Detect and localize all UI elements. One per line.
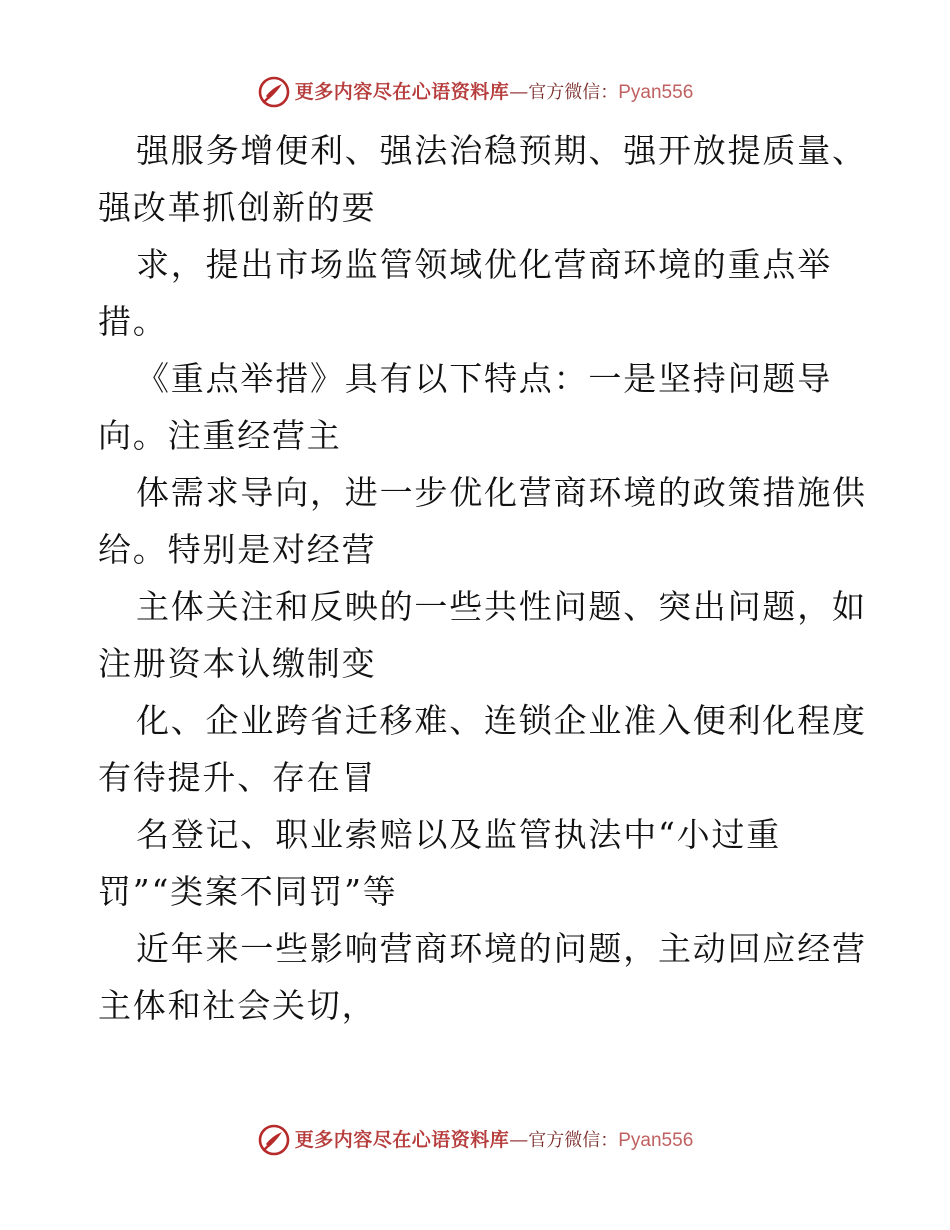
text-line: 措。 (98, 302, 168, 341)
text-line: 罚”“类案不同罚”等 (98, 872, 398, 911)
banner-text (294, 80, 694, 103)
text-line: 《重点举措》具有以下特点：一是坚持问题导 (136, 359, 832, 398)
banner-wechat-label: 官方微信： (528, 81, 619, 103)
pen-logo-icon (257, 1123, 291, 1157)
text-line: 注册资本认缴制变 (98, 644, 377, 683)
banner-brand: 更多内容尽在心语资料库 (294, 1128, 510, 1151)
pen-logo-icon (257, 75, 291, 109)
text-line: 强服务增便利、强法治稳预期、强开放提质量、 (136, 131, 867, 170)
text-line: 主体和社会关切， (98, 986, 377, 1025)
text-line: 给。特别是对经营 (98, 530, 377, 569)
text-line: 名登记、职业索赔以及监管执法中“小过重 (136, 815, 782, 854)
text-line: 主体关注和反映的一些共性问题、突出问题，如 (136, 587, 867, 626)
text-line: 体需求导向，进一步优化营商环境的政策措施供 (136, 473, 867, 512)
text-line: 化、企业跨省迁移难、连锁企业准入便利化程度 (136, 701, 867, 740)
text-line: 强改革抓创新的要 (98, 188, 377, 227)
text-line: 求，提出市场监管领域优化营商环境的重点举 (136, 245, 832, 284)
banner-wechat-id: Pyan556 (618, 81, 694, 103)
banner-text (294, 1128, 694, 1151)
document-body (98, 122, 868, 1034)
banner-wechat-label: 官方微信： (528, 1129, 619, 1151)
header-banner (0, 70, 950, 114)
banner-dash: — (509, 1128, 529, 1151)
footer-banner (0, 1118, 950, 1162)
banner-brand: 更多内容尽在心语资料库 (294, 80, 510, 103)
banner-dash: — (509, 80, 529, 103)
text-line: 近年来一些影响营商环境的问题，主动回应经营 (136, 929, 867, 968)
text-line: 有待提升、存在冒 (98, 758, 377, 797)
text-line: 向。注重经营主 (98, 416, 342, 455)
banner-wechat-id: Pyan556 (618, 1129, 694, 1151)
